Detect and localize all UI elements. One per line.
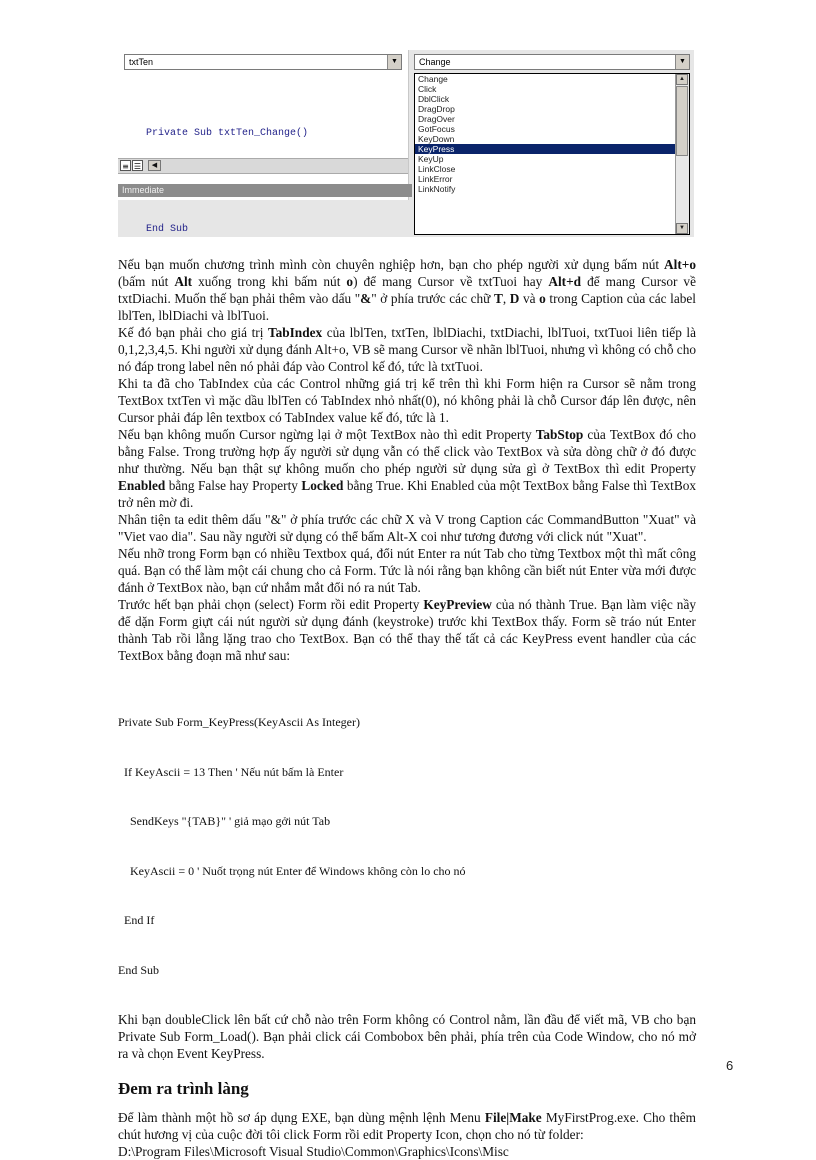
code-window xyxy=(118,50,409,235)
folder-path: D:\Program Files\Microsoft Visual Studio\Common\Graphics\Icons\Misc xyxy=(118,1144,509,1159)
event-list-item[interactable]: KeyPress xyxy=(415,144,689,154)
paragraph: Nếu bạn muốn chương trình mình còn chuyên nghiệp hơn, bạn cho phép người xử dụng bấm nút Alt+o (bấm nút Alt xuống trong khi bấm nút o) để mang Cursor về txtTuoi hay Alt+d để mang Cursor về txtDiachi. Muốn thế bạn phải thêm vào dấu "&" ở phía trước các chữ T, D và o trong Caption của các label lblTen, lblDiachi và lblTuoi. xyxy=(118,257,697,323)
paragraph: Nhân tiện ta edit thêm dấu "&" ở phía trước các chữ X và V trong Caption các CommandButton "Xuat" và "Viet vao dia". Sau nầy người sử dụng có thể bấm Alt-X coi như tương đương với click nút "Xuat". xyxy=(118,512,696,544)
code-line: KeyAscii = 0 ' Nuốt trọng nút Enter để Windows không còn lo cho nó xyxy=(118,863,466,878)
page-number: 6 xyxy=(726,1058,734,1073)
code-line: If KeyAscii = 13 Then ' Nếu nút bấm là Enter xyxy=(118,764,344,779)
procedure-view-icon[interactable]: ≡ xyxy=(120,160,131,171)
vb-ide-screenshot xyxy=(118,50,694,237)
paragraph: Trước hết bạn phải chọn (select) Form rồi edit Property KeyPreview của nó thành True. Bạn làm việc nầy để dặn Form giựt cái nút người sử dụng đánh (keystroke) trước khi TextBox thấy. Form sẽ tráo nút Enter thành Tab rồi lẵng lặng trao cho TextBox. Bạn có thể thay thế tất cả các KeyPress event handler của các TextBox bằng đoạn mã như sau: xyxy=(118,597,696,663)
chevron-down-icon[interactable]: ▼ xyxy=(387,55,401,69)
event-list-item[interactable]: KeyDown xyxy=(418,134,455,144)
paragraph: Nếu bạn không muốn Cursor ngừng lại ở một TextBox nào thì edit Property TabStop của TextBox đó cho bằng False. Trong trường hợp ấy người sử dụng vẫn có thể click vào TextBox và sửa dòng chữ ở đó được như thường. Nếu bạn thật sự không muốn cho phép người sử dụng sửa gì ở TextBox thì edit Property Enabled bằng False hay Property Locked bằng True. Khi Enabled của một TextBox bằng False thì TextBox trở nên mờ đi. xyxy=(118,427,696,510)
event-list-item[interactable]: Change xyxy=(418,74,448,84)
article-body xyxy=(118,256,696,1160)
event-list-item[interactable]: KeyUp xyxy=(418,154,444,164)
scroll-thumb[interactable] xyxy=(676,86,688,156)
section-heading: Đem ra trình làng xyxy=(118,1079,249,1098)
paragraph: Nếu nhỡ trong Form bạn có nhiều Textbox quá, đổi nút Enter ra nút Tab cho từng Textbox một thì mất công quá. Bạn có thể làm một cái chung cho cả Form. Tức là nói rằng bạn không cần biết nút Enter vừa mới được đánh ở TextBox nào, bạn cứ nhắm mắt đổi nó ra nút Tab. xyxy=(118,546,696,595)
code-block xyxy=(118,681,696,1011)
paragraph: Khi bạn doubleClick lên bất cứ chỗ nào trên Form không có Control nằm, lần đầu để viết mã, VB cho bạn Private Sub Form_Load(). Bạn phải click cái Combobox bên phải, phía trên của Code Window, cho nó mở ra và chọn Event KeyPress. xyxy=(118,1012,696,1061)
scroll-left-icon[interactable]: ◀ xyxy=(148,160,161,171)
code-line-end-sub: End Sub xyxy=(146,224,189,235)
event-list-item[interactable]: DragDrop xyxy=(418,104,455,114)
paragraph: Để làm thành một hồ sơ áp dụng EXE, bạn dùng mệnh lệnh Menu File|Make MyFirstProg.exe. Cho thêm chút hương vị của cuộc đời tôi click Form rồi edit Property Icon, chọn cho nó từ folder: xyxy=(118,1110,696,1142)
event-list-item[interactable]: GotFocus xyxy=(418,124,455,134)
event-list-item[interactable]: LinkClose xyxy=(418,164,456,174)
scroll-up-icon[interactable]: ▲ xyxy=(676,74,688,85)
immediate-window-titlebar xyxy=(118,184,412,197)
event-list-item[interactable]: Click xyxy=(418,84,437,94)
paragraph: Khi ta đã cho TabIndex của các Control những giá trị kể trên thì khi Form hiện ra Cursor sẽ nằm trong TextBox txtTen vì mặc dầu lblTen có TabIndex nhỏ nhất(0), nó không phải là chỗ Cursor đáp lên được, nên Cursor phải đáp lên textbox có TabIndex value kế đó, tức là 1. xyxy=(118,376,696,425)
event-list-item[interactable]: DragOver xyxy=(418,114,455,124)
paragraph: Kế đó bạn phải cho giá trị TabIndex của lblTen, txtTen, lblDiachi, txtDiachi, lblTuoi, txtTuoi liên tiếp là 0,1,2,3,4,5. Khi người xử dụng đánh Alt+o, VB sẽ mang Cursor về nhãn lblTuoi, nhưng vì không có chỗ cho nó đáp trong label nên nó phải đáp vào Control kế đó, tức là txtTuoi. xyxy=(118,325,696,374)
code-line: End If xyxy=(118,913,155,927)
object-combobox[interactable] xyxy=(124,54,402,70)
object-combobox-value: txtTen xyxy=(129,57,154,67)
code-line: Private Sub Form_KeyPress(KeyAscii As Integer) xyxy=(118,715,360,729)
vertical-scrollbar[interactable] xyxy=(675,74,689,234)
code-line: End Sub xyxy=(118,962,160,977)
event-dropdown-list[interactable] xyxy=(414,73,690,235)
chevron-down-icon[interactable]: ▼ xyxy=(675,55,689,69)
procedure-combobox-value: Change xyxy=(419,57,451,67)
horizontal-scrollbar[interactable] xyxy=(118,158,408,174)
scroll-down-icon[interactable]: ▼ xyxy=(676,223,688,234)
code-line-sub: Private Sub txtTen_Change() xyxy=(146,128,309,139)
full-module-view-icon[interactable]: ☰ xyxy=(133,162,142,171)
procedure-combobox[interactable] xyxy=(414,54,690,70)
code-line: SendKeys "{TAB}" ' giả mạo gởi nút Tab xyxy=(118,814,331,828)
event-list-item[interactable]: LinkError xyxy=(418,174,453,184)
immediate-label: Immediate xyxy=(122,185,165,195)
event-list-item[interactable]: LinkNotify xyxy=(418,184,456,194)
event-list-item[interactable]: DblClick xyxy=(418,94,450,104)
